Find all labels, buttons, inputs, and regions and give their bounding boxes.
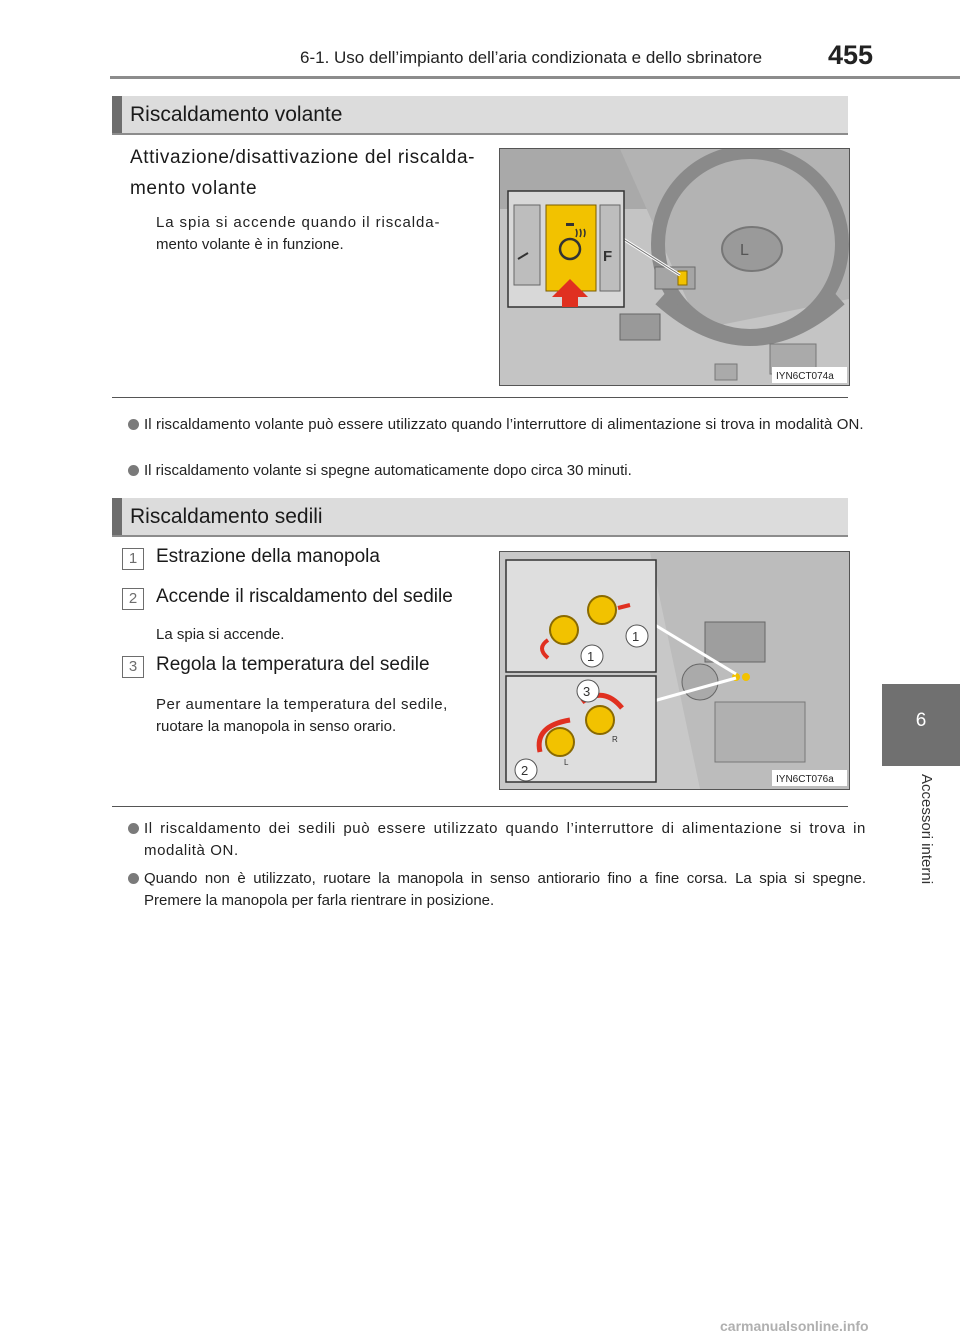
knob-label-l: L — [564, 758, 569, 767]
section1-desc-line1: La spia si accende quando il riscalda- — [156, 214, 441, 231]
step-label: Accende il riscaldamento del sedile — [156, 586, 453, 607]
seat-heater-illustration — [500, 552, 849, 789]
step-number: 3 — [122, 656, 144, 678]
section-title: Riscaldamento sedili — [130, 505, 323, 528]
step-desc-line1: Per aumentare la temperatura del sedile, — [156, 696, 448, 713]
chapter-tab — [882, 684, 960, 764]
divider-rule — [112, 397, 848, 398]
bullet-icon — [128, 873, 139, 884]
section1-desc-line2: mento volante è in funzione. — [156, 236, 344, 253]
bullet-icon — [128, 419, 139, 430]
step-desc-line2: ruotare la manopola in senso orario. — [156, 718, 397, 735]
chapter-number: 6 — [915, 710, 927, 731]
chapter-tab-rule — [882, 764, 960, 766]
chapter-label: Accessori interni — [918, 774, 935, 885]
seat-heater-figure — [499, 551, 850, 790]
watermark: carmanualsonline.info — [720, 1318, 869, 1334]
header-rule — [110, 76, 960, 79]
section-accent — [112, 96, 122, 133]
step-number: 1 — [122, 548, 144, 570]
bullet-text: Quando non è utilizzato, ruotare la manopola in senso antiorario fino a fine corsa. La spia si spegne. Premere la manopola per farla rientrare in posizione. — [144, 870, 866, 909]
bullet-item — [128, 460, 866, 482]
step-label: Estrazione della manopola — [156, 546, 380, 567]
section-heading-seat-heaters — [112, 498, 848, 537]
bullet-icon — [128, 823, 139, 834]
bullet-icon — [128, 465, 139, 476]
step-desc: La spia si accende. — [156, 626, 285, 643]
section1-lead-line1: Attivazione/disattivazione del riscalda- — [130, 147, 476, 168]
svg-text:F: F — [603, 248, 613, 265]
section-title: Riscaldamento volante — [130, 103, 343, 126]
page-number: 455 — [828, 40, 874, 70]
step-desc — [156, 694, 476, 738]
steering-heater-illustration — [500, 149, 849, 385]
steering-heater-figure — [499, 148, 850, 386]
bullet-text: Il riscaldamento volante può essere utilizzato quando l’interruttore di alimentazione si trova in modalità ON. — [144, 416, 864, 433]
bullet-text: Il riscaldamento dei sedili può essere utilizzato quando l’interruttore di alimentazione si trova in modalità ON. — [144, 820, 866, 859]
callout-2: 2 — [521, 763, 529, 778]
section-accent — [112, 498, 122, 535]
callout-1a: 1 — [632, 629, 640, 644]
bullet-item — [128, 414, 866, 436]
callout-1b: 1 — [587, 649, 595, 664]
svg-text:L: L — [740, 242, 749, 259]
section1-lead — [130, 142, 480, 204]
step-number: 2 — [122, 588, 144, 610]
knob-label-r: R — [612, 735, 618, 744]
divider-rule — [112, 806, 848, 807]
figure-code: IYN6CT076a — [776, 774, 834, 785]
section-heading-steering-heater — [112, 96, 848, 135]
bullet-text: Il riscaldamento volante si spegne automaticamente dopo circa 30 minuti. — [144, 462, 632, 479]
step-label: Regola la temperatura del sedile — [156, 654, 430, 675]
section1-desc — [156, 212, 476, 256]
running-header: 6-1. Uso dell’impianto dell’aria condizionata e dello sbrinatore — [300, 48, 763, 67]
bullet-item — [128, 868, 866, 912]
section1-lead-line2: mento volante — [130, 178, 258, 199]
figure-code: IYN6CT074a — [776, 371, 834, 382]
bullet-item — [128, 818, 866, 862]
callout-3: 3 — [583, 684, 591, 699]
